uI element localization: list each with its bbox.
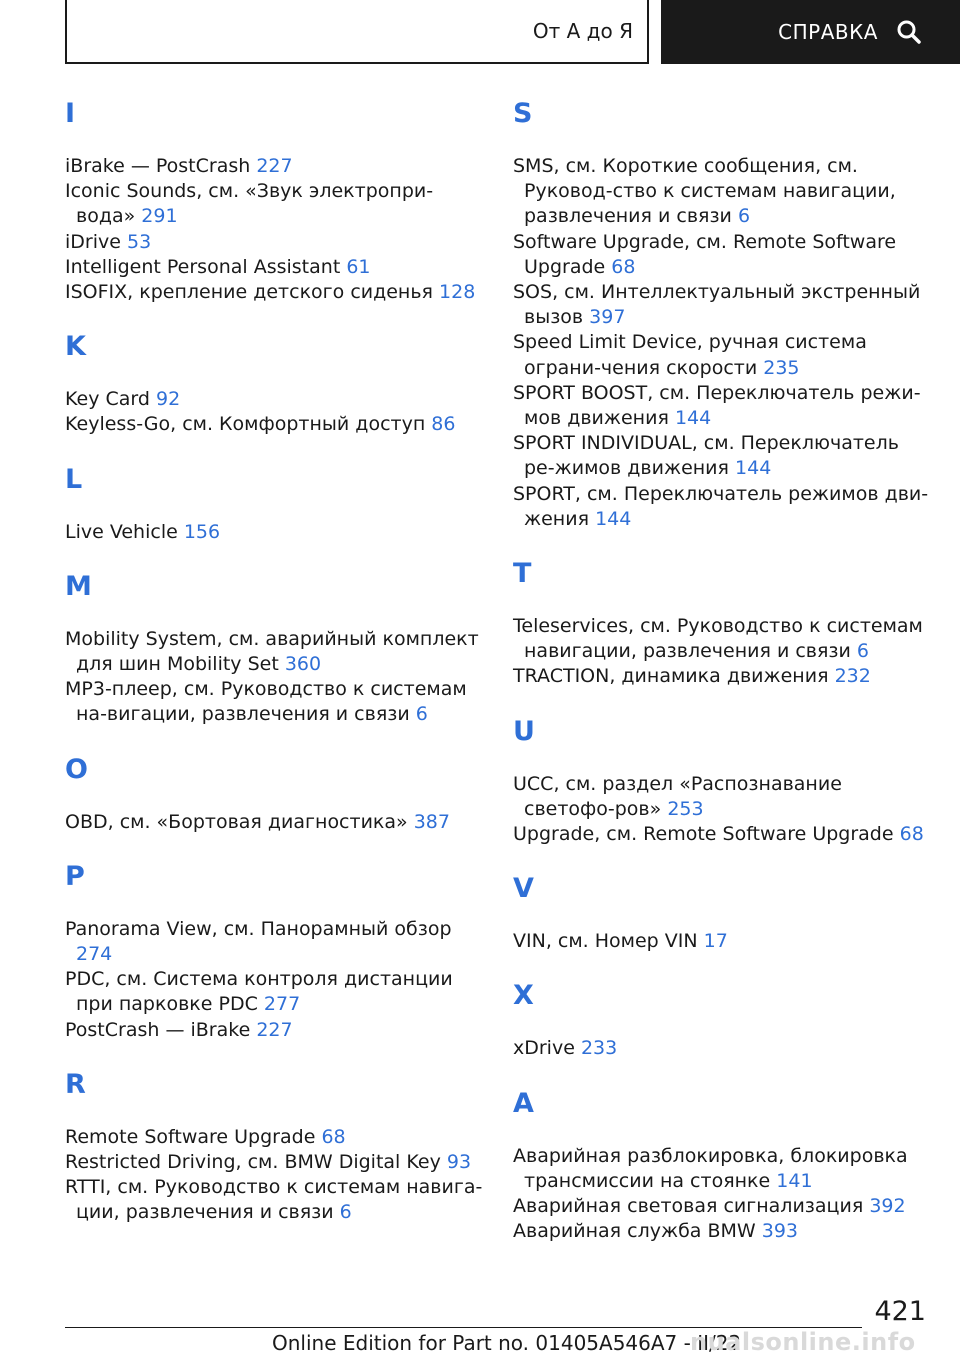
index-entry: [513, 230, 933, 280]
index-entry: [65, 627, 485, 677]
index-entry: [513, 381, 933, 431]
page-link[interactable]: 6: [737, 205, 751, 228]
index-entries: [513, 1036, 933, 1061]
page-link[interactable]: 387: [413, 810, 450, 833]
index-letter-heading: T: [513, 558, 532, 590]
page-link[interactable]: 68: [321, 1125, 346, 1148]
index-letter-heading: L: [65, 463, 83, 495]
index-entry: [513, 929, 933, 954]
index-entry: [513, 664, 933, 689]
index-entry: [513, 772, 933, 822]
index-letter-heading: K: [65, 331, 86, 363]
index-section: [65, 329, 485, 437]
index-entry: [65, 967, 485, 1017]
index-entry: [513, 1219, 933, 1244]
index-entry-text: VIN, см. Номер VIN: [513, 930, 698, 953]
index-entry-text: Upgrade, см. Remote Software Upgrade: [513, 823, 894, 846]
index-section: [513, 1086, 933, 1245]
index-entry-text: iDrive: [65, 230, 121, 253]
index-entry-text: Remote Software Upgrade: [65, 1125, 316, 1148]
index-entry-text: Panorama View, см. Панорамный обзор: [65, 917, 452, 940]
index-entry: [65, 387, 485, 412]
index-entries: [513, 929, 933, 954]
index-entry-text: Live Vehicle: [65, 520, 178, 543]
index-section: [513, 871, 933, 954]
page-link[interactable]: 93: [446, 1151, 472, 1174]
index-entry: [513, 431, 933, 481]
index-entries: [65, 627, 485, 728]
page-link[interactable]: 274: [76, 943, 113, 966]
page-link[interactable]: 156: [183, 520, 221, 543]
index-letter-heading: R: [65, 1068, 86, 1100]
page-link[interactable]: 253: [667, 797, 704, 820]
index-entry: [65, 230, 485, 255]
page-link[interactable]: 61: [346, 255, 371, 278]
index-entries: [65, 917, 485, 1043]
index-entry: [65, 1150, 485, 1175]
index-entry-text: xDrive: [513, 1037, 575, 1060]
index-entries: [65, 810, 485, 835]
index-entry: [513, 614, 933, 664]
index-entry-text: Аварийная разблокировка, блокировка трансмиссии на стоянке: [513, 1144, 908, 1192]
index-letter-heading: V: [513, 873, 534, 905]
page-link[interactable]: 227: [256, 155, 293, 177]
page-link[interactable]: 144: [674, 407, 712, 430]
index-entry-text: Teleservices, см. Руководство к системам навигации, развлечения и связи: [513, 615, 923, 663]
index-entry: [65, 810, 485, 835]
index-entries: [65, 154, 485, 305]
index-letter-heading: А: [513, 1087, 534, 1119]
index-letter-heading: O: [65, 753, 88, 785]
index-entry-text: Аварийная служба BMW: [513, 1220, 756, 1243]
page-link[interactable]: 360: [284, 653, 322, 676]
index-entry: [65, 280, 485, 305]
page-number: 421: [874, 1296, 926, 1327]
page-link[interactable]: 392: [869, 1195, 906, 1218]
index-entry-text: SOS, см. Интеллектуальный экстренный вызов: [513, 281, 921, 329]
index-entries: [65, 520, 485, 545]
page-link[interactable]: 6: [415, 703, 428, 726]
index-entries: [513, 154, 933, 532]
index-entry: [65, 1018, 485, 1043]
index-entry: [65, 520, 485, 545]
index-entry: [65, 412, 485, 437]
page-link[interactable]: 291: [141, 205, 178, 228]
index-entries: [513, 614, 933, 690]
index-entry-text: Mobility System, см. аварийный комплект для шин Mobility Set: [65, 627, 479, 676]
index-entry: [65, 1125, 485, 1150]
index-entry: [65, 677, 485, 727]
index-entry: [513, 154, 933, 230]
index-section: [65, 1067, 485, 1226]
index-entry-text: Iconic Sounds, см. «Звук электропри-вода»: [65, 180, 434, 228]
index-entry: [513, 1036, 933, 1061]
page-link[interactable]: 92: [155, 388, 181, 411]
index-section: [65, 569, 485, 728]
page-link[interactable]: 53: [126, 230, 152, 253]
index-entry: [65, 154, 485, 179]
index-entries: [65, 1125, 485, 1226]
index-section: [65, 752, 485, 835]
index-section: [513, 978, 933, 1061]
search-icon[interactable]: [896, 19, 922, 45]
index-entry-text: SMS, см. Короткие сообщения, см. Руковод-ство к системам навигации, развлечения и связи: [513, 155, 896, 228]
page-link[interactable]: 6: [339, 1201, 352, 1224]
index-letter-heading: P: [65, 860, 85, 892]
page-link[interactable]: 144: [595, 507, 632, 530]
index-section: [513, 556, 933, 690]
tab-help-label: СПРАВКА: [778, 20, 878, 44]
index-entry-text: SPORT INDIVIDUAL, см. Переключатель ре-жимов движения: [513, 432, 899, 480]
index-entry-text: Аварийная световая сигнализация: [513, 1195, 864, 1218]
page-link[interactable]: 233: [580, 1037, 618, 1060]
index-entry-text: PDC, см. Система контроля дистанции при парковке PDC: [65, 968, 453, 1016]
watermark: nualsonline.info: [690, 1328, 916, 1356]
page-link[interactable]: 86: [431, 413, 456, 436]
page-link[interactable]: 397: [589, 306, 626, 329]
index-entries: [65, 387, 485, 437]
index-entry-text: ISOFIX, крепление детского сиденья: [65, 281, 433, 304]
index-letter-heading: S: [513, 98, 533, 129]
index-entry: [65, 179, 485, 229]
index-column-right: [513, 96, 933, 1268]
index-entry-text: PostCrash — iBrake: [65, 1018, 251, 1041]
index-entry-text: Intelligent Personal Assistant: [65, 255, 341, 278]
index-entry-text: SPORT, см. Переключатель режимов дви-жения: [513, 482, 929, 530]
index-entry-text: Restricted Driving, см. BMW Digital Key: [65, 1151, 441, 1174]
index-entry-text: Software Upgrade, см. Remote Software Upgrade: [513, 230, 897, 278]
page-link[interactable]: 17: [703, 930, 728, 953]
tab-a-to-z-label: От А до Я: [532, 19, 633, 43]
index-entries: [513, 772, 933, 848]
index-section: [65, 859, 485, 1043]
page-link[interactable]: 68: [611, 255, 636, 278]
index-entry: [65, 255, 485, 280]
index-entry: [513, 280, 933, 330]
index-entry-text: Speed Limit Device, ручная система ограни-чения скорости: [513, 331, 867, 379]
page-link[interactable]: 227: [256, 1018, 293, 1041]
index-entry-text: Keyless-Go, см. Комфортный доступ: [65, 413, 426, 436]
index-entry-text: TRACTION, динамика движения: [513, 665, 829, 688]
page-link[interactable]: 235: [763, 356, 800, 379]
index-entry: [513, 330, 933, 380]
tab-help[interactable]: [661, 0, 960, 64]
index-entry-text: iBrake — PostCrash: [65, 155, 251, 177]
index-entry-text: MP3-плеер, см. Руководство к системам на-вигации, развлечения и связи: [65, 678, 467, 726]
index-entry: [65, 917, 485, 967]
page-header: [0, 0, 960, 66]
index-entry-text: Key Card: [65, 388, 150, 411]
page-link[interactable]: 144: [735, 457, 772, 480]
index-entry: [513, 822, 933, 847]
index-letter-heading: X: [513, 980, 534, 1012]
page-link[interactable]: 128: [439, 281, 476, 304]
index-column-left: [65, 96, 485, 1250]
edition-text: Online Edition for Part no. 01405A546A7 - II/22: [272, 1331, 742, 1355]
index-entries: [513, 1144, 933, 1245]
index-entry-text: OBD, см. «Бортовая диагностика»: [65, 810, 408, 833]
index-entry-text: RTTI, см. Руководство к системам навига-ции, развлечения и связи: [65, 1176, 483, 1224]
page-link[interactable]: 6: [856, 640, 869, 663]
page-link[interactable]: 277: [263, 993, 301, 1016]
page-link[interactable]: 393: [761, 1220, 799, 1243]
index-entry: [65, 1175, 485, 1225]
tab-a-to-z[interactable]: [65, 0, 649, 64]
index-entry-text: SPORT BOOST, см. Переключатель режи-мов движения: [513, 381, 921, 430]
index-letter-heading: M: [65, 570, 92, 602]
page-link[interactable]: 68: [899, 823, 924, 846]
page-link[interactable]: 232: [834, 665, 871, 688]
index-entry: [513, 1144, 933, 1194]
page-link[interactable]: 141: [776, 1169, 813, 1192]
index-section: [513, 714, 933, 848]
index-letter-heading: U: [513, 715, 535, 747]
index-entry: [513, 1194, 933, 1219]
index-entry-text: UCC, см. раздел «Распознавание светофо-ров»: [513, 772, 842, 820]
index-letter-heading: I: [65, 98, 76, 129]
index-section: [65, 96, 485, 305]
index-entry: [513, 482, 933, 532]
index-section: [65, 462, 485, 545]
index-section: [513, 96, 933, 532]
